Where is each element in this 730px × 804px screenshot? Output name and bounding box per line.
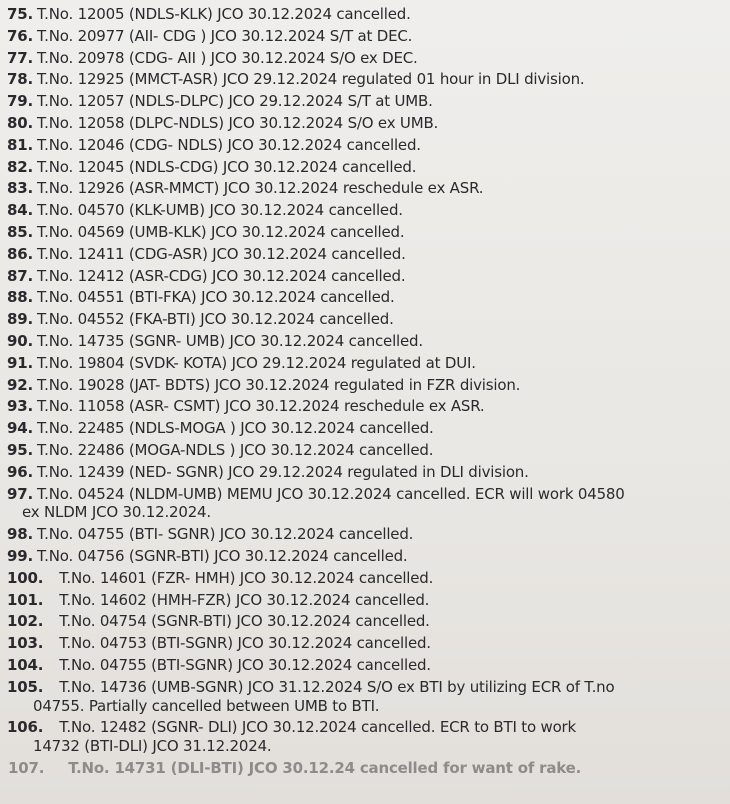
list-item <box>7 266 405 286</box>
item-text: T.No. 12482 (SGNR- DLI) JCO 30.12.2024 cancelled. ECR to BTI to work <box>59 718 576 737</box>
item-number: 101. <box>7 590 44 609</box>
list-item <box>7 309 394 329</box>
list-item <box>7 331 423 351</box>
list-item <box>7 440 433 460</box>
item-number: 89. <box>7 310 33 329</box>
item-text: T.No. 12411 (CDG-ASR) JCO 30.12.2024 cancelled. <box>36 244 406 263</box>
item-text: T.No. 19028 (JAT- BDTS) JCO 30.12.2024 regulated in FZR division. <box>36 375 521 394</box>
item-text: T.No. 12925 (MMCT-ASR) JCO 29.12.2024 regulated 01 hour in DLI division. <box>36 70 585 89</box>
item-text: T.No. 12046 (CDG- NDLS) JCO 30.12.2024 cancelled. <box>36 135 421 154</box>
list-item <box>7 375 520 395</box>
item-text: T.No. 19804 (SVDK- KOTA) JCO 29.12.2024 regulated at DUI. <box>36 353 476 372</box>
item-text: T.No. 11058 (ASR- CSMT) JCO 30.12.2024 reschedule ex ASR. <box>36 397 485 416</box>
item-number: 94. <box>7 419 33 438</box>
item-text: T.No. 04754 (SGNR-BTI) JCO 30.12.2024 cancelled. <box>59 612 430 631</box>
item-number: 82. <box>7 157 33 176</box>
item-text: T.No. 22485 (NDLS-MOGA ) JCO 30.12.2024 cancelled. <box>36 419 434 438</box>
item-number: 95. <box>7 441 33 459</box>
item-text: T.No. 12045 (NDLS-CDG) JCO 30.12.2024 cancelled. <box>36 157 417 176</box>
item-number: 87. <box>7 266 33 285</box>
item-number: 80. <box>7 114 33 132</box>
list-item <box>7 462 529 482</box>
item-text: T.No. 22486 (MOGA-NDLS ) JCO 30.12.2024 cancelled. <box>36 441 434 459</box>
list-item <box>7 353 476 373</box>
item-number: 103. <box>7 634 44 653</box>
list-item <box>7 524 413 544</box>
item-number: 98. <box>7 525 33 544</box>
item-text: T.No. 12005 (NDLS-KLK) JCO 30.12.2024 cancelled. <box>36 5 411 23</box>
item-number: 105. <box>7 677 44 696</box>
list-item <box>7 590 429 610</box>
item-text-continuation: 04755. Partially cancelled between UMB to BTI. <box>33 696 380 715</box>
item-number: 107. <box>8 759 45 777</box>
item-text: T.No. 04552 (FKA-BTI) JCO 30.12.2024 cancelled. <box>36 310 394 329</box>
list-item <box>7 633 431 653</box>
list-item <box>8 758 581 778</box>
list-item <box>7 178 483 198</box>
item-number: 77. <box>7 48 33 67</box>
list-item <box>7 91 433 111</box>
item-number: 86. <box>7 244 33 263</box>
list-item <box>7 200 403 220</box>
item-text: T.No. 04755 (BTI-SGNR) JCO 30.12.2024 cancelled. <box>59 656 431 674</box>
item-text-continuation: 14732 (BTI-DLI) JCO 31.12.2024. <box>33 737 272 756</box>
item-number: 90. <box>7 332 33 350</box>
list-item <box>7 244 406 264</box>
item-text: T.No. 14735 (SGNR- UMB) JCO 30.12.2024 cancelled. <box>36 332 423 350</box>
item-text: T.No. 04570 (KLK-UMB) JCO 30.12.2024 cancelled. <box>36 201 403 220</box>
item-number: 100. <box>7 568 44 587</box>
item-number: 76. <box>7 26 33 45</box>
item-text: T.No. 12926 (ASR-MMCT) JCO 30.12.2024 reschedule ex ASR. <box>36 179 484 198</box>
item-number: 85. <box>7 223 33 241</box>
list-item <box>7 484 625 504</box>
item-number: 104. <box>7 656 44 674</box>
item-text: T.No. 12058 (DLPC-NDLS) JCO 30.12.2024 S/O ex UMB. <box>36 114 439 132</box>
item-number: 84. <box>7 201 33 220</box>
item-number: 96. <box>7 462 33 481</box>
list-item <box>7 546 408 566</box>
item-text: T.No. 12412 (ASR-CDG) JCO 30.12.2024 cancelled. <box>36 266 406 285</box>
item-number: 97. <box>7 484 33 503</box>
list-item <box>7 113 438 133</box>
item-number: 92. <box>7 375 33 394</box>
list-item <box>7 568 433 588</box>
list-item <box>7 396 484 416</box>
list-item <box>7 26 412 46</box>
list-item <box>7 135 421 155</box>
list-item <box>7 157 416 177</box>
item-text: T.No. 20977 (AII- CDG ) JCO 30.12.2024 S/T at DEC. <box>36 26 413 45</box>
item-number: 81. <box>7 135 33 154</box>
item-number: 75. <box>7 5 33 23</box>
item-text: T.No. 04753 (BTI-SGNR) JCO 30.12.2024 cancelled. <box>59 634 431 653</box>
item-number: 99. <box>7 547 33 565</box>
item-text: T.No. 04524 (NLDM-UMB) MEMU JCO 30.12.2024 cancelled. ECR will work 04580 <box>36 484 625 503</box>
item-number: 79. <box>7 92 33 111</box>
item-text: T.No. 12057 (NDLS-DLPC) JCO 29.12.2024 S/T at UMB. <box>36 92 433 111</box>
list-item <box>7 677 614 697</box>
list-item <box>7 4 411 24</box>
list-item <box>7 717 576 737</box>
list-item <box>7 48 418 68</box>
item-text: T.No. 04755 (BTI- SGNR) JCO 30.12.2024 cancelled. <box>36 525 414 544</box>
item-text: T.No. 14602 (HMH-FZR) JCO 30.12.2024 cancelled. <box>59 590 430 609</box>
item-number: 93. <box>7 397 33 416</box>
item-text: T.No. 04551 (BTI-FKA) JCO 30.12.2024 cancelled. <box>36 288 395 307</box>
item-text: T.No. 14731 (DLI-BTI) JCO 30.12.24 cancelled for want of rake. <box>68 759 582 777</box>
list-item <box>7 611 430 631</box>
list-item <box>7 69 584 89</box>
list-item <box>7 418 434 438</box>
list-item <box>7 655 431 675</box>
item-number: 83. <box>7 179 33 198</box>
item-number: 91. <box>7 353 33 372</box>
item-text: T.No. 04569 (UMB-KLK) JCO 30.12.2024 cancelled. <box>36 223 405 241</box>
item-text: T.No. 14736 (UMB-SGNR) JCO 31.12.2024 S/O ex BTI by utilizing ECR of T.no <box>59 677 615 696</box>
item-number: 106. <box>7 718 44 737</box>
item-text: T.No. 12439 (NED- SGNR) JCO 29.12.2024 regulated in DLI division. <box>36 462 529 481</box>
item-text: T.No. 04756 (SGNR-BTI) JCO 30.12.2024 cancelled. <box>36 547 408 565</box>
item-number: 78. <box>7 70 33 89</box>
list-item <box>7 222 404 242</box>
item-text-continuation: ex NLDM JCO 30.12.2024. <box>22 503 211 522</box>
list-item <box>7 287 395 307</box>
item-text: T.No. 20978 (CDG- AII ) JCO 30.12.2024 S/O ex DEC. <box>36 48 418 67</box>
item-number: 102. <box>7 612 44 631</box>
item-number: 88. <box>7 288 33 307</box>
item-text: T.No. 14601 (FZR- HMH) JCO 30.12.2024 cancelled. <box>59 568 434 587</box>
